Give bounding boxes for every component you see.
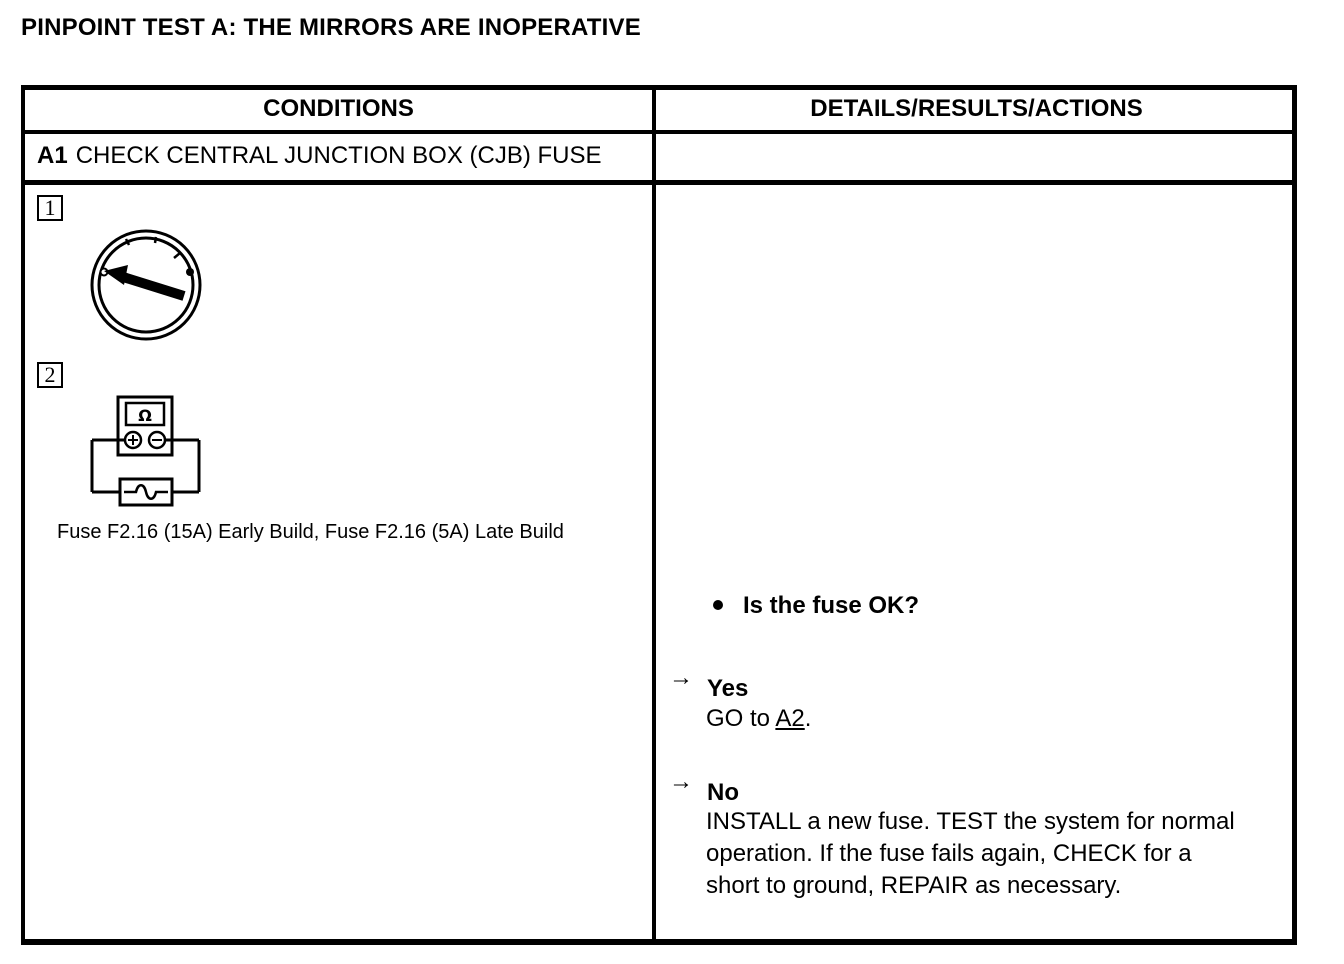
ignition-switch-icon bbox=[86, 225, 206, 348]
step-title: CHECK CENTRAL JUNCTION BOX (CJB) FUSE bbox=[75, 142, 602, 169]
step-row bbox=[37, 142, 602, 170]
fuse-note: Fuse F2.16 (15A) Early Build, Fuse F2.16 (5A) Late Build bbox=[57, 521, 564, 543]
yes-arrow-icon: → bbox=[669, 664, 693, 691]
details-header: DETAILS/RESULTS/ACTIONS bbox=[810, 95, 1143, 122]
yes-action-suffix: . bbox=[804, 705, 812, 732]
question bbox=[713, 592, 919, 620]
conditions-header: CONDITIONS bbox=[263, 95, 414, 122]
no-arrow-icon: → bbox=[669, 768, 693, 795]
bullet-icon bbox=[713, 600, 723, 610]
no-label: No bbox=[707, 779, 739, 806]
column-divider bbox=[652, 85, 656, 944]
step-id: A1 bbox=[37, 142, 68, 169]
question-text: Is the fuse OK? bbox=[743, 592, 920, 619]
header-divider bbox=[21, 130, 1297, 134]
step-number-2: 2 bbox=[37, 362, 63, 388]
yes-action-prefix: GO to bbox=[706, 705, 776, 732]
yes-label: Yes bbox=[707, 675, 749, 702]
yes-action bbox=[706, 703, 811, 735]
step-divider bbox=[21, 180, 1297, 185]
link-a2[interactable]: A2 bbox=[775, 705, 805, 732]
step-number-1: 1 bbox=[37, 195, 63, 221]
ohm-symbol: Ω bbox=[138, 406, 152, 425]
no-action: INSTALL a new fuse. TEST the system for normal operation. If the fuse fails again, CHECK for a short to ground, REPAIR as necessary. bbox=[706, 808, 1235, 899]
page-title: PINPOINT TEST A: THE MIRRORS ARE INOPERATIVE bbox=[21, 14, 641, 41]
ohmmeter-fuse-icon bbox=[88, 393, 204, 516]
